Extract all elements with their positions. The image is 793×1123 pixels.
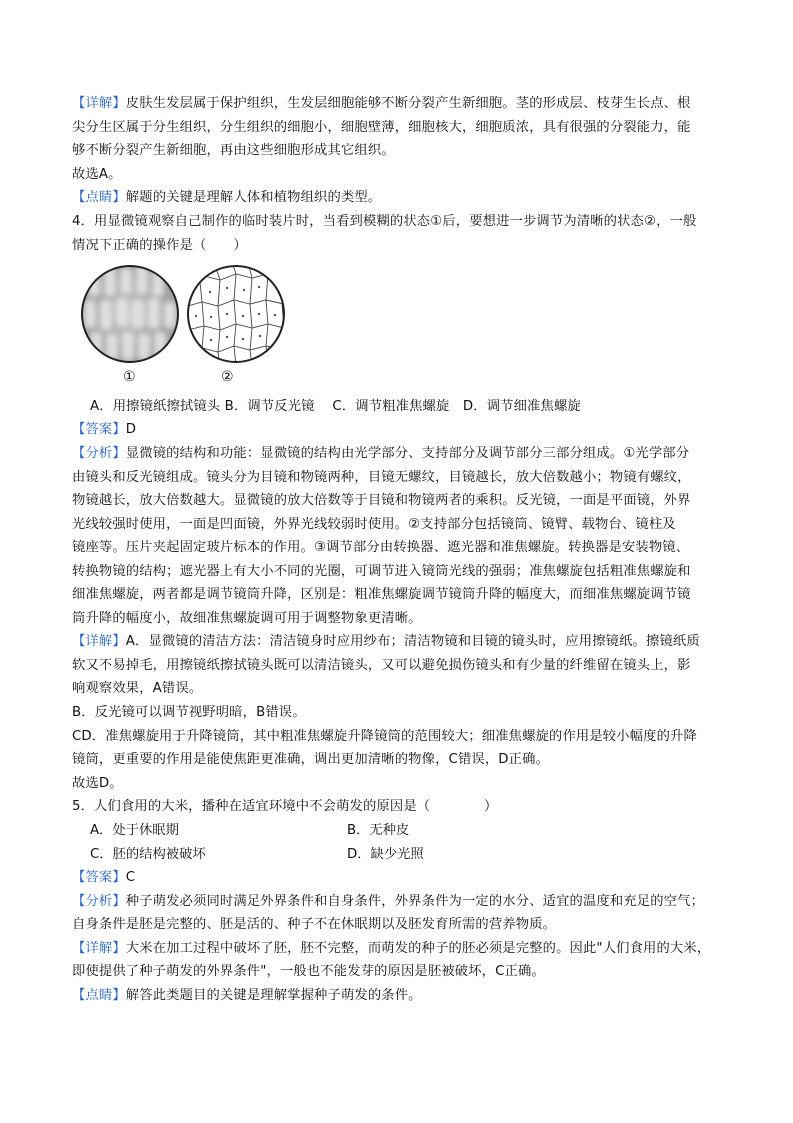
q4-stem-line: 情况下正确的操作是（ ）: [72, 238, 247, 253]
q5-detail-line: 【详解】大米在加工过程中破坏了胚，胚不完整，而萌发的种子的胚必须是完整的。因此"人们食用的大米，: [72, 941, 711, 956]
q5-option-d: D．缺少光照: [347, 847, 424, 862]
q4-detail-line: 响观察效果，A错误。: [72, 681, 203, 696]
answer-tag: 【答案】: [72, 870, 126, 885]
answer-tag: 【答案】: [72, 422, 126, 437]
q4-analysis-line: 镜座等。压片夹起固定玻片标本的作用。③调节部分由转换器、遮光器和准焦螺旋。转换器是安装物镜、: [72, 540, 690, 555]
q3-detail-line: 【详解】皮肤生发层属于保护组织，生发层细胞能够不断分裂产生新细胞。茎的形成层、枝芽生长点、根: [72, 96, 691, 111]
q3-detail-line: 尖分生区属于分生组织，分生组织的细胞小，细胞壁薄，细胞核大，细胞质浓，具有很强的分裂能力，能: [72, 120, 691, 135]
blurry-microscope-view: [78, 262, 182, 366]
detail-tag: 【详解】: [72, 634, 126, 649]
q5-answer-line: 【答案】C: [72, 870, 136, 885]
point-tag: 【点睛】: [72, 988, 126, 1003]
q5-option-c: C．胚的结构被破坏: [90, 847, 206, 862]
detail-tag: 【详解】: [72, 941, 126, 956]
q4-analysis-line: 由镜头和反光镜组成。镜头分为目镜和物镜两种，目镜无螺纹，目镜越长，放大倍数越小；物镜有螺纹，: [72, 470, 691, 485]
q4-detail-line: B．反光镜可以调节视野明暗，B错误。: [72, 705, 306, 720]
q5-option-b: B．无种皮: [347, 823, 410, 838]
q5-detail-line: 即使提供了种子萌发的外界条件"，一般也不能发芽的原因是胚被破坏，C正确。: [72, 964, 545, 979]
detail-tag: 【详解】: [72, 96, 126, 111]
q4-answer-line: 【答案】D: [72, 422, 137, 437]
analysis-tag: 【分析】: [72, 894, 126, 909]
q3-choice: 故选A。: [72, 167, 122, 182]
q4-analysis-line: 物镜越长，放大倍数越大。显微镜的放大倍数等于目镜和物镜两者的乘积。反光镜，一面是平面镜，外界: [72, 493, 691, 508]
q5-analysis-line: 【分析】种子萌发必须同时满足外界条件和自身条件，外界条件为一定的水分、适宜的温度和充足的空气；: [72, 894, 705, 909]
q5-stem: 5．人们食用的大米，播种在适宜环境中不会萌发的原因是（ ）: [72, 799, 498, 814]
point-tag: 【点睛】: [72, 190, 126, 205]
q4-options: A．用擦镜纸擦拭镜头 B．调节反光镜 C．调节粗准焦螺旋 D．调节细准焦螺旋: [90, 399, 581, 414]
q4-analysis-line: 【分析】显微镜的结构和功能：显微镜的结构由光学部分、支持部分及调节部分三部分组成。①光学部分: [72, 446, 690, 461]
q3-detail-line: 够不断分裂产生新细胞，再由这些细胞形成其它组织。: [72, 143, 395, 158]
q4-detail-line: CD．准焦螺旋用于升降镜筒，其中粗准焦螺旋升降镜筒的范围较大；细准焦螺旋的作用是较小幅度的升降: [72, 729, 697, 744]
q4-analysis-line: 光线较强时使用，一面是凹面镜，外界光线较弱时使用。②支持部分包括镜筒、镜臂、载物台、镜柱及: [72, 517, 676, 532]
figure-label-2: ②: [221, 369, 234, 385]
q5-option-a: A．处于休眠期: [90, 823, 179, 838]
q4-detail-line: 【详解】A．显微镜的清洁方法：清洁镜身时应用纱布；清洁物镜和目镜的镜头时，应用擦镜纸。擦镜纸质: [72, 634, 700, 649]
q4-detail-line: 软又不易掉毛，用擦镜纸擦拭镜头既可以清洁镜头，又可以避免损伤镜头和有少量的纤维留在镜头上，影: [72, 658, 691, 673]
q4-detail-line: 镜筒，更重要的作用是能使焦距更准确，调出更加清晰的物像，C错误，D正确。: [72, 752, 550, 767]
analysis-tag: 【分析】: [72, 446, 126, 461]
clear-microscope-view: [184, 262, 288, 366]
figure-label-1: ①: [123, 369, 136, 385]
q5-point-line: 【点睛】解答此类题目的关键是理解掌握种子萌发的条件。: [72, 988, 422, 1003]
q5-analysis-line: 自身条件是胚是完整的、胚是活的、种子不在休眠期以及胚发育所需的营养物质。: [72, 917, 557, 932]
q4-stem-line: 4．用显微镜观察自己制作的临时装片时，当看到模糊的状态①后，要想进一步调节为清晰的状态②，一般: [72, 214, 697, 229]
q4-analysis-line: 细准焦螺旋，两者都是调节镜筒升降，区别是：粗准焦螺旋调节镜筒升降的幅度大，而细准焦螺旋调节镜: [72, 587, 691, 602]
q4-analysis-line: 筒升降的幅度小，故细准焦螺旋调可用于调整物象更清晰。: [72, 611, 422, 626]
q4-analysis-line: 转换物镜的结构；遮光器上有大小不同的光圈，可调节进入镜筒光线的强弱；准焦螺旋包括粗准焦螺旋和: [72, 564, 691, 579]
q4-choice: 故选D。: [72, 776, 123, 791]
q3-point-line: 【点睛】解题的关键是理解人体和植物组织的类型。: [72, 190, 382, 205]
